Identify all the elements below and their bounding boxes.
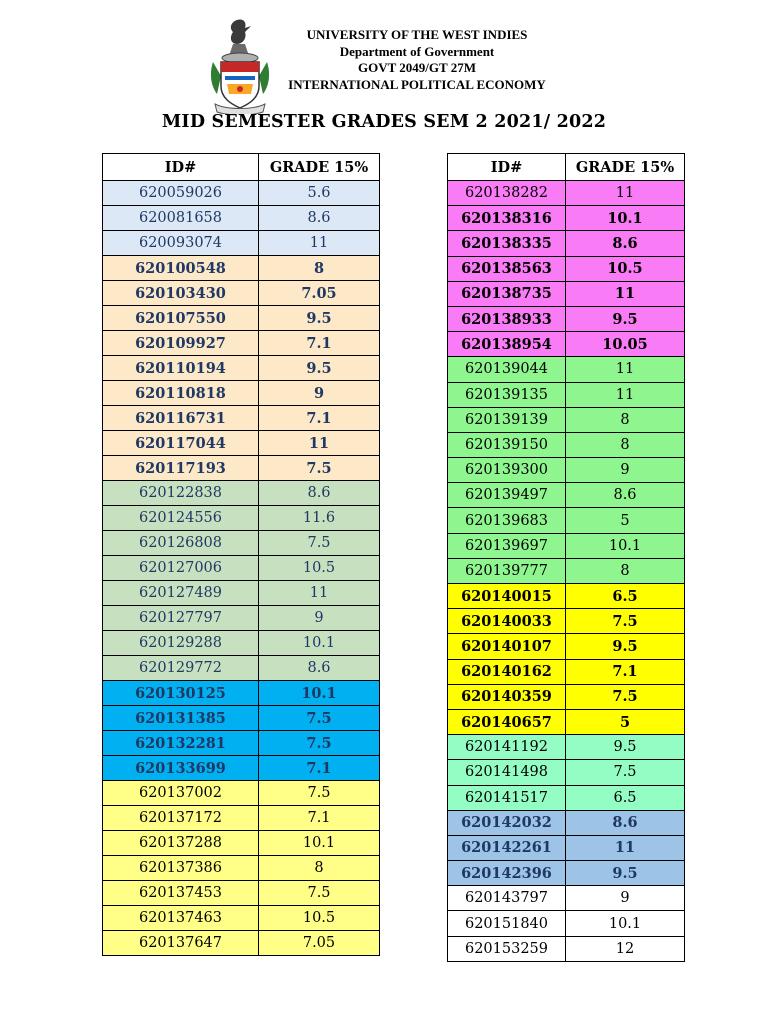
student-id-cell: 620138735 [448,281,566,306]
student-id-cell: 620139683 [448,508,566,533]
student-id-cell: 620127006 [103,556,259,581]
student-id-cell: 620141192 [448,735,566,760]
table-row [103,656,380,681]
table-row [448,357,685,382]
table-row [448,735,685,760]
grade-cell: 8.6 [259,481,380,506]
grade-cell: 7.1 [259,756,380,781]
column-header-grade: GRADE 15% [259,154,380,181]
table-row [103,481,380,506]
student-id-cell: 620139300 [448,458,566,483]
student-id-cell: 620139044 [448,357,566,382]
student-id-cell: 620137453 [103,881,259,906]
table-row [448,181,685,206]
grade-cell: 7.5 [259,456,380,481]
table-row [448,231,685,256]
table-row [448,886,685,911]
grade-cell: 7.1 [259,406,380,431]
table-row [103,856,380,881]
table-row [103,881,380,906]
grade-cell: 7.1 [566,659,685,684]
grades-table-left [102,153,380,956]
table-header-row [103,154,380,181]
student-id-cell: 620138954 [448,332,566,357]
student-id-cell: 620137288 [103,831,259,856]
grade-cell: 5 [566,709,685,734]
grade-cell: 8 [566,558,685,583]
grade-cell: 10.5 [259,556,380,581]
grade-cell: 7.5 [259,881,380,906]
student-id-cell: 620139139 [448,407,566,432]
grade-cell: 10.1 [566,911,685,936]
grade-cell: 7.05 [259,931,380,956]
table-row [448,835,685,860]
student-id-cell: 620116731 [103,406,259,431]
column-header-id: ID# [103,154,259,181]
table-header-row [448,154,685,181]
table-row [103,931,380,956]
grade-cell: 8 [566,407,685,432]
table-row [448,684,685,709]
student-id-cell: 620140033 [448,609,566,634]
student-id-cell: 620129288 [103,631,259,656]
table-row [448,306,685,331]
student-id-cell: 620138316 [448,206,566,231]
student-id-cell: 620059026 [103,181,259,206]
student-id-cell: 620140359 [448,684,566,709]
student-id-cell: 620133699 [103,756,259,781]
student-id-cell: 620138563 [448,256,566,281]
grade-cell: 11 [566,835,685,860]
department-name: Department of Government [339,43,495,59]
grade-cell: 11 [566,357,685,382]
table-row [103,256,380,281]
student-id-cell: 620142396 [448,861,566,886]
student-id-cell: 620140162 [448,659,566,684]
column-header-id: ID# [448,154,566,181]
table-row [103,181,380,206]
student-id-cell: 620110194 [103,356,259,381]
table-row [448,911,685,936]
student-id-cell: 620153259 [448,936,566,961]
student-id-cell: 620140657 [448,709,566,734]
table-row [448,533,685,558]
grade-cell: 7.5 [259,731,380,756]
grade-cell: 5 [566,508,685,533]
grade-cell: 7.5 [259,781,380,806]
student-id-cell: 620110818 [103,381,259,406]
student-id-cell: 620143797 [448,886,566,911]
grade-cell: 8 [566,432,685,457]
table-row [448,281,685,306]
grades-table-right [447,153,685,962]
table-row [448,785,685,810]
grade-cell: 5.6 [259,181,380,206]
table-row [103,781,380,806]
grade-cell: 11.6 [259,506,380,531]
table-row [103,706,380,731]
grade-cell: 9 [259,381,380,406]
table-row [448,332,685,357]
student-id-cell: 620151840 [448,911,566,936]
student-id-cell: 620137647 [103,931,259,956]
grade-cell: 8 [259,856,380,881]
grade-cell: 6.5 [566,584,685,609]
grade-cell: 11 [259,231,380,256]
student-id-cell: 620117044 [103,431,259,456]
grade-cell: 7.1 [259,806,380,831]
grade-cell: 8.6 [566,483,685,508]
grade-cell: 9 [259,606,380,631]
grade-cell: 7.5 [566,684,685,709]
grade-cell: 9.5 [566,634,685,659]
grade-cell: 6.5 [566,785,685,810]
table-row [103,731,380,756]
table-row [103,631,380,656]
grade-cell: 10.1 [259,681,380,706]
table-row [103,606,380,631]
student-id-cell: 620126808 [103,531,259,556]
table-row [448,382,685,407]
student-id-cell: 620142032 [448,810,566,835]
table-row [448,861,685,886]
table-row [103,281,380,306]
grade-cell: 8.6 [566,810,685,835]
table-row [103,306,380,331]
student-id-cell: 620138933 [448,306,566,331]
grade-cell: 9.5 [259,306,380,331]
grade-cell: 11 [259,431,380,456]
grade-cell: 11 [566,382,685,407]
document-header [255,27,579,93]
grade-cell: 7.5 [259,531,380,556]
table-row [103,581,380,606]
student-id-cell: 620117193 [103,456,259,481]
table-row [448,810,685,835]
grade-cell: 8.6 [259,206,380,231]
table-row [103,231,380,256]
grade-cell: 8.6 [259,656,380,681]
table-row [103,356,380,381]
table-row [448,609,685,634]
student-id-cell: 620141517 [448,785,566,810]
grade-cell: 7.5 [566,760,685,785]
page-title: MID SEMESTER GRADES SEM 2 2021/ 2022 [161,112,607,132]
student-id-cell: 620139135 [448,382,566,407]
course-code: GOVT 2049/GT 27M [358,60,476,75]
table-row [103,756,380,781]
grade-cell: 10.1 [259,631,380,656]
student-id-cell: 620139497 [448,483,566,508]
table-row [448,936,685,961]
student-id-cell: 620137172 [103,806,259,831]
table-row [103,431,380,456]
student-id-cell: 620139150 [448,432,566,457]
table-row [448,432,685,457]
student-id-cell: 620140107 [448,634,566,659]
grade-cell: 10.1 [566,206,685,231]
grade-cell: 9 [566,886,685,911]
student-id-cell: 620139777 [448,558,566,583]
student-id-cell: 620137386 [103,856,259,881]
grade-cell: 7.05 [259,281,380,306]
student-id-cell: 620093074 [103,231,259,256]
course-name: INTERNATIONAL POLITICAL ECONOMY [288,76,546,92]
student-id-cell: 620100548 [103,256,259,281]
student-id-cell: 620122838 [103,481,259,506]
university-name: UNIVERSITY OF THE WEST INDIES [306,27,528,42]
grade-cell: 7.5 [566,609,685,634]
student-id-cell: 620103430 [103,281,259,306]
student-id-cell: 620124556 [103,506,259,531]
student-id-cell: 620142261 [448,835,566,860]
grade-cell: 10.1 [566,533,685,558]
grade-cell: 8.6 [566,231,685,256]
table-row [448,584,685,609]
grade-cell: 11 [566,181,685,206]
table-row [103,556,380,581]
table-row [448,709,685,734]
student-id-cell: 620127489 [103,581,259,606]
table-row [103,206,380,231]
student-id-cell: 620139697 [448,533,566,558]
grade-cell: 10.1 [259,831,380,856]
grade-cell: 7.1 [259,331,380,356]
student-id-cell: 620081658 [103,206,259,231]
grade-cell: 11 [566,281,685,306]
table-row [103,831,380,856]
grade-cell: 9.5 [566,861,685,886]
table-row [103,806,380,831]
table-row [448,458,685,483]
grade-cell: 9.5 [259,356,380,381]
table-row [103,681,380,706]
table-row [448,483,685,508]
table-row [103,506,380,531]
student-id-cell: 620137002 [103,781,259,806]
column-header-grade: GRADE 15% [566,154,685,181]
grade-cell: 10.05 [566,332,685,357]
student-id-cell: 620138282 [448,181,566,206]
table-row [103,331,380,356]
student-id-cell: 620129772 [103,656,259,681]
student-id-cell: 620107550 [103,306,259,331]
table-row [103,381,380,406]
table-row [448,634,685,659]
table-row [448,508,685,533]
grade-cell: 11 [259,581,380,606]
grade-cell: 10.5 [566,256,685,281]
student-id-cell: 620130125 [103,681,259,706]
table-row [448,659,685,684]
grade-cell: 9.5 [566,735,685,760]
student-id-cell: 620127797 [103,606,259,631]
student-id-cell: 620109927 [103,331,259,356]
table-row [448,760,685,785]
grade-cell: 8 [259,256,380,281]
grade-cell: 9 [566,458,685,483]
table-row [103,456,380,481]
student-id-cell: 620132281 [103,731,259,756]
table-row [448,407,685,432]
table-row [448,206,685,231]
table-row [448,558,685,583]
grade-cell: 12 [566,936,685,961]
student-id-cell: 620131385 [103,706,259,731]
student-id-cell: 620140015 [448,584,566,609]
student-id-cell: 620141498 [448,760,566,785]
student-id-cell: 620137463 [103,906,259,931]
student-id-cell: 620138335 [448,231,566,256]
grade-cell: 9.5 [566,306,685,331]
table-row [103,531,380,556]
table-row [103,406,380,431]
grade-cell: 10.5 [259,906,380,931]
grade-cell: 7.5 [259,706,380,731]
table-row [448,256,685,281]
table-row [103,906,380,931]
